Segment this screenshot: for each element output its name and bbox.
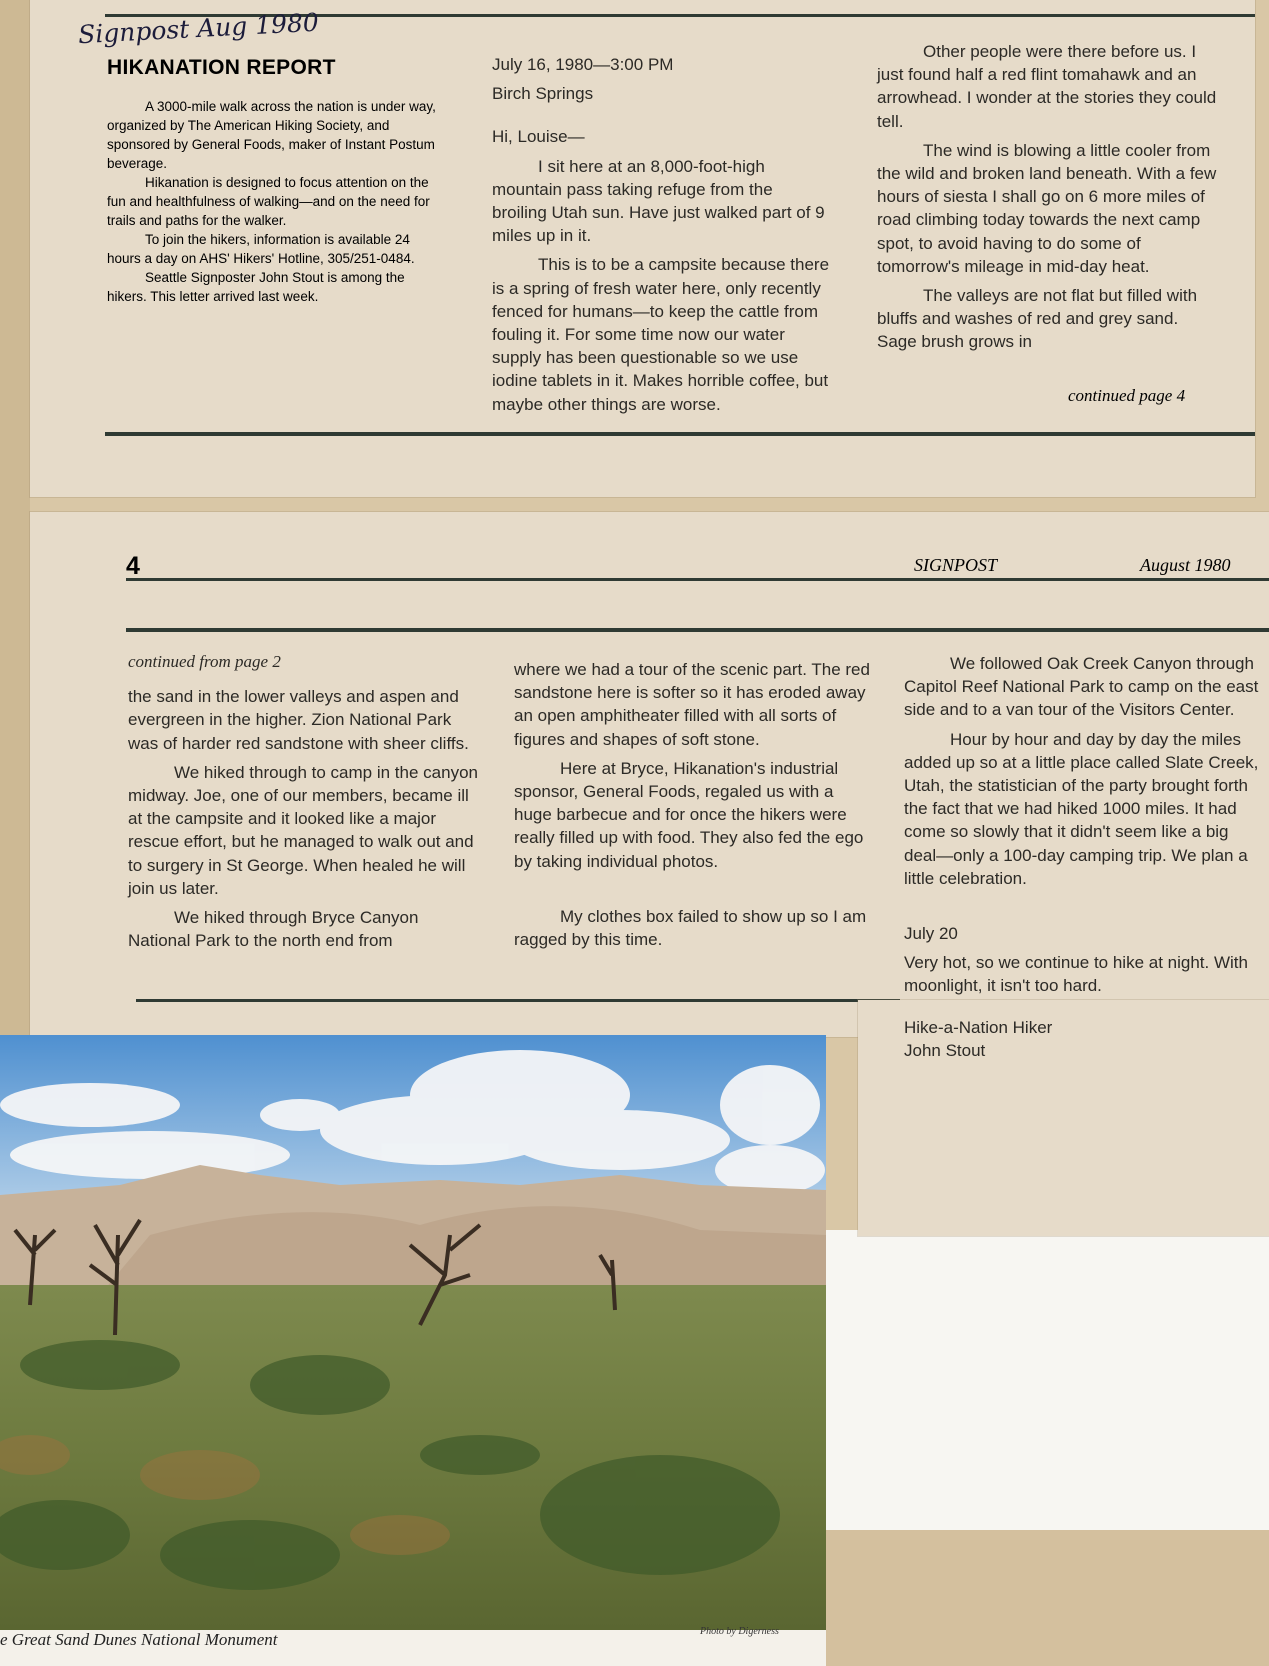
letter-column-3 xyxy=(877,40,1222,360)
bottom-rule xyxy=(105,432,1255,436)
issue-date: August 1980 xyxy=(1140,555,1231,575)
letter-date: July 16, 1980—3:00 PM xyxy=(492,55,674,74)
paragraph: the sand in the lower valleys and aspen and evergreen in the higher. Zion National Park was of harder red sandstone with sheer cliffs. xyxy=(128,687,469,753)
header-rule xyxy=(126,578,1269,581)
scrapbook-page-base xyxy=(820,1530,1269,1666)
page4-column-3 xyxy=(904,652,1261,1068)
letter-column-2 xyxy=(492,53,832,422)
lead-text: Hikanation is designed to focus attention on the fun and healthfulness of walking—and on the need for trails and paths for the walker. xyxy=(107,175,430,228)
headline: HIKANATION REPORT xyxy=(107,56,336,79)
paragraph: My clothes box failed to show up so I am ragged by this time. xyxy=(514,906,867,950)
postcard-caption: e Great Sand Dunes National Monument xyxy=(0,1630,278,1649)
signature-name: John Stout xyxy=(904,1040,986,1060)
sagebrush-field xyxy=(0,1285,826,1630)
lead-text: Seattle Signposter John Stout is among the hikers. This letter arrived last week. xyxy=(107,270,405,304)
paragraph: I sit here at an 8,000-foot-high mountain pass taking refuge from the broiling Utah sun. Have just walked part of 9 miles up in it. xyxy=(492,156,825,246)
paragraph: Other people were there before us. I just found half a red flint tomahawk and an arrowhead. I wonder at the stories they could tell. xyxy=(877,42,1217,131)
greeting: Hi, Louise— xyxy=(492,127,585,147)
paragraph: The valleys are not flat but filled with bluffs and washes of red and grey sand. Sage brush grows in xyxy=(877,286,1198,352)
page-number: 4 xyxy=(126,552,140,580)
letter-place: Birch Springs xyxy=(492,84,594,104)
paragraph: Very hot, so we continue to hike at night. With moonlight, it isn't too hard. xyxy=(904,953,1248,996)
paragraph: We hiked through to camp in the canyon midway. Joe, one of our members, became ill at the campsite and it looked like a major rescue effort, but he managed to walk out and to surgery in St George. When healed he will join us later. xyxy=(128,762,478,898)
lead-text: A 3000-mile walk across the nation is under way, organized by The American Hiking Society, and sponsored by General Foods, maker of Instant Postum beverage. xyxy=(107,99,436,171)
continued-from: continued from page 2 xyxy=(128,652,281,671)
paragraph: We hiked through Bryce Canyon National Park to the north end from xyxy=(128,908,419,951)
signature-title: Hike-a-Nation Hiker xyxy=(904,1017,1053,1037)
paragraph: We followed Oak Creek Canyon through Capitol Reef National Park to camp on the east side and to a van tour of the Visitors Center. xyxy=(904,654,1259,720)
column-end-rule xyxy=(136,999,900,1002)
paragraph: This is to be a campsite because there is a spring of fresh water here, only recently fenced for humans—to keep the cattle from fouling it. For some time now our water supply has been questionable so we use iodine tablets in it. Makes horrible coffee, but maybe other things are worse. xyxy=(492,255,830,414)
paragraph: Here at Bryce, Hikanation's industrial sponsor, General Foods, regaled us with a huge barbecue and for once the hikers were really filled up with food. They also fed the ego by taking individual photos. xyxy=(514,758,864,871)
lead-paragraph xyxy=(107,97,447,306)
continued-note: continued page 4 xyxy=(1068,386,1186,405)
page4-column-2 xyxy=(514,658,874,957)
paragraph: where we had a tour of the scenic part. The red sandstone here is softer so it has eroded away an open amphitheater filled with all sorts of figures and shapes of soft stone. xyxy=(514,660,870,749)
entry-date: July 20 xyxy=(904,924,958,944)
postcard xyxy=(0,1035,826,1666)
page4-column-1 xyxy=(128,650,478,958)
publication-name: SIGNPOST xyxy=(914,555,998,575)
handwritten-note: Signpost Aug 1980 xyxy=(77,7,320,50)
scrapbook-white-paper xyxy=(820,1230,1269,1530)
lead-text: To join the hikers, information is available 24 hours a day on AHS' Hikers' Hotline, 305/251-0484. xyxy=(107,232,415,266)
paragraph: Hour by hour and day by day the miles added up so at a little place called Slate Creek, Utah, the statistician of the party brought forth the fact that we had hiked 1000 miles. It had come so slowly that it didn't seem like a big deal—only a 100-day camping trip. We plan a little celebration. xyxy=(904,729,1259,888)
postcard-photo xyxy=(0,1035,826,1666)
paragraph: The wind is blowing a little cooler from the wild and broken land beneath. With a few hours of siesta I shall go on 6 more miles of road climbing today towards the next camp spot, to avoid having to do some of tomorrow's mileage in mid-day heat. xyxy=(877,140,1217,276)
section-rule xyxy=(126,628,1269,632)
photo-credit: Photo by Digerness xyxy=(700,1626,779,1637)
